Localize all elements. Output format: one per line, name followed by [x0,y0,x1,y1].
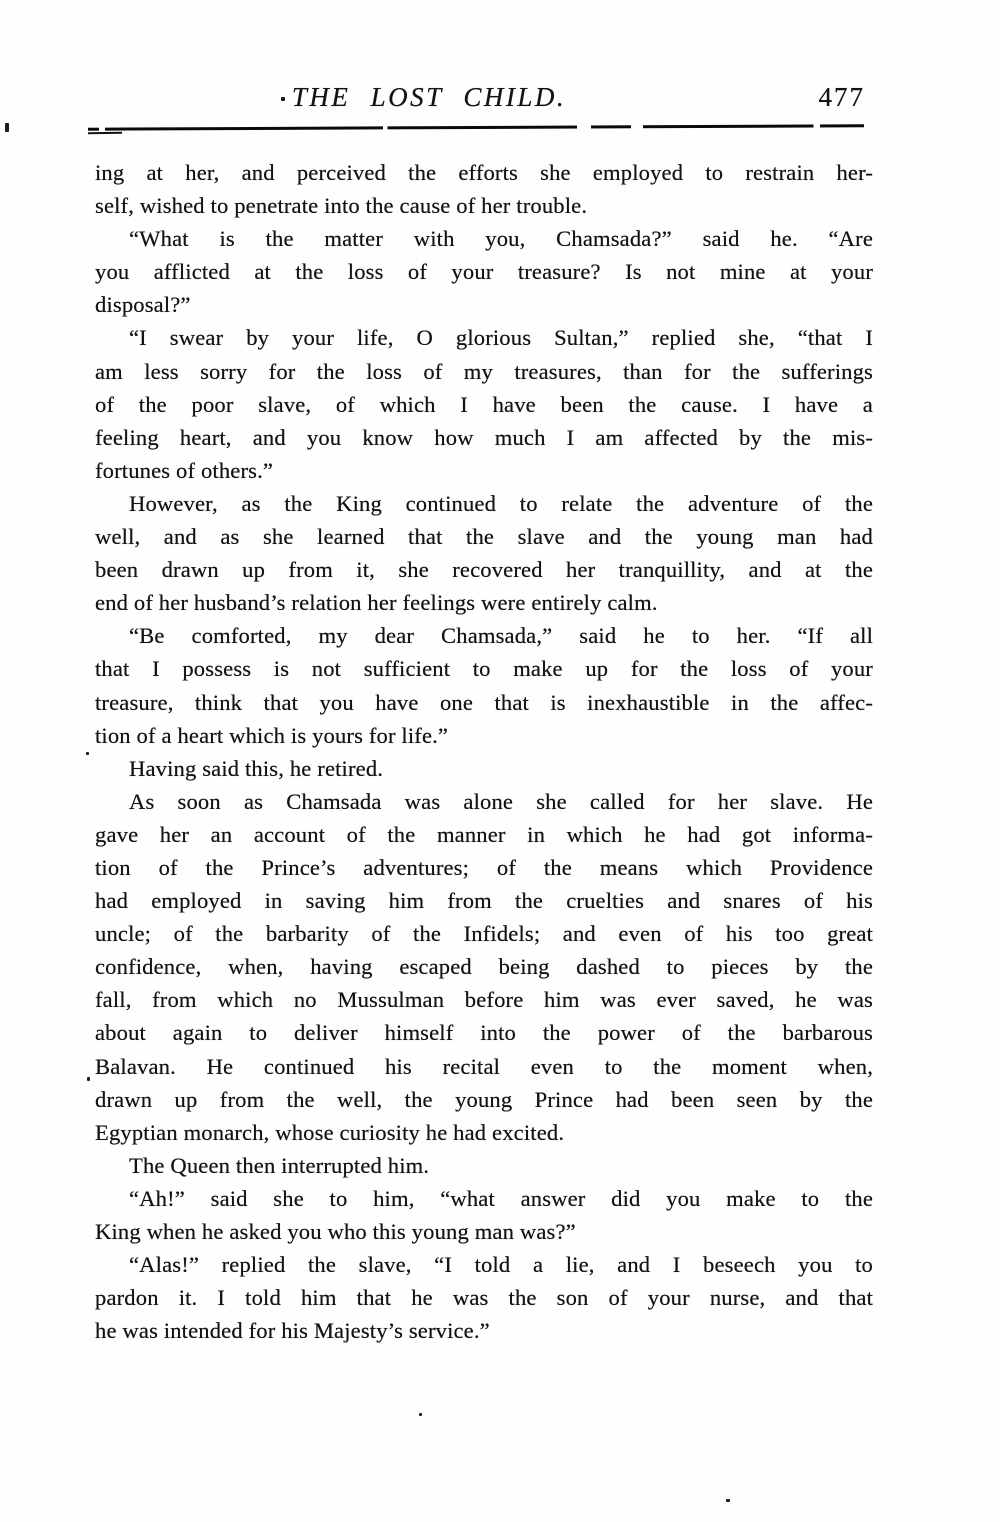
paragraph [95,222,873,321]
text-line: had employed in saving him from the cruelties and snares of his [95,888,873,914]
text-line: about again to deliver himself into the power of the barbarous [95,1020,873,1046]
scan-speck [281,97,285,101]
text-line: “Be comforted, my dear Chamsada,” said he to her. “If all [129,623,873,649]
text-line: tion of the Prince’s adventures; of the means which Providence [95,854,873,880]
paragraph [95,487,873,619]
header-rule [88,124,864,130]
text-line: Having said this, he retired. [129,755,384,781]
header-rule-fragment [88,132,122,135]
paragraph [95,1149,873,1182]
text-line: confidence, when, having escaped being dashed to pieces by the [95,954,873,980]
text-line: that I possess is not sufficient to make up for the loss of your [95,656,873,682]
paragraph [95,752,873,785]
text-line: of the poor slave, of which I have been the cause. I have a [95,391,873,417]
text-line: “What is the matter with you, Chamsada?” said he. “Are [129,226,873,252]
text-line: “I swear by your life, O glorious Sultan,” replied she, “that I [129,325,873,351]
paragraph [95,321,873,486]
text-line: fall, from which no Mussulman before him was ever saved, he was [95,987,873,1013]
scan-speck [5,123,9,132]
text-line: ing at her, and perceived the efforts she employed to restrain her- [95,160,873,185]
scan-speck [86,752,89,755]
text-line: As soon as Chamsada was alone she called for her slave. He [129,788,873,814]
paragraph [95,1248,873,1347]
text-line: he was intended for his Majesty’s service.” [95,1318,490,1344]
page-title: THE LOST CHILD. [291,82,567,112]
text-line: you afflicted at the loss of your treasure? Is not mine at your [95,259,873,285]
text-line: been drawn up from it, she recovered her tranquillity, and at the [95,557,873,583]
text-line: am less sorry for the loss of my treasures, than for the sufferings [95,358,873,384]
text-line: self, wished to penetrate into the cause of her trouble. [95,193,588,219]
text-line: However, as the King continued to relate the adventure of the [129,490,873,516]
text-line: pardon it. I told him that he was the son of your nurse, and that [95,1285,873,1311]
text-line: Balavan. He continued his recital even to the moment when, [95,1053,873,1079]
text-line: treasure, think that you have one that is inexhaustible in the affec- [95,689,873,715]
text-line: The Queen then interrupted him. [129,1152,430,1178]
paragraph [95,1182,873,1248]
text-line: Egyptian monarch, whose curiosity he had excited. [95,1119,565,1145]
text-line: uncle; of the barbarity of the Infidels; and even of his too great [95,921,873,947]
text-line: disposal?” [95,292,191,318]
page-number: 477 [818,82,865,112]
text-line: “Alas!” replied the slave, “I told a lie, and I beseech you to [129,1252,873,1278]
text-line: “Ah!” said she to him, “what answer did you make to the [129,1185,873,1211]
scan-speck [419,1413,422,1416]
page-header [95,82,873,116]
page-body [95,156,873,1347]
paragraph [95,619,873,751]
text-line: tion of a heart which is yours for life.” [95,722,449,748]
text-line: King when he asked you who this young man was?” [95,1219,576,1244]
text-line: gave her an account of the manner in which he had got informa- [95,821,873,847]
text-line: feeling heart, and you know how much I am affected by the mis- [95,424,873,450]
text-line: end of her husband’s relation her feelings were entirely calm. [95,590,658,616]
text-line: fortunes of others.” [95,457,274,483]
scan-speck [87,1077,90,1081]
text-line: drawn up from the well, the young Prince had been seen by the [95,1086,873,1112]
text-line: well, and as she learned that the slave and the young man had [95,524,873,550]
paragraph [95,156,873,222]
scan-speck [726,1499,730,1502]
paragraph [95,785,873,1149]
